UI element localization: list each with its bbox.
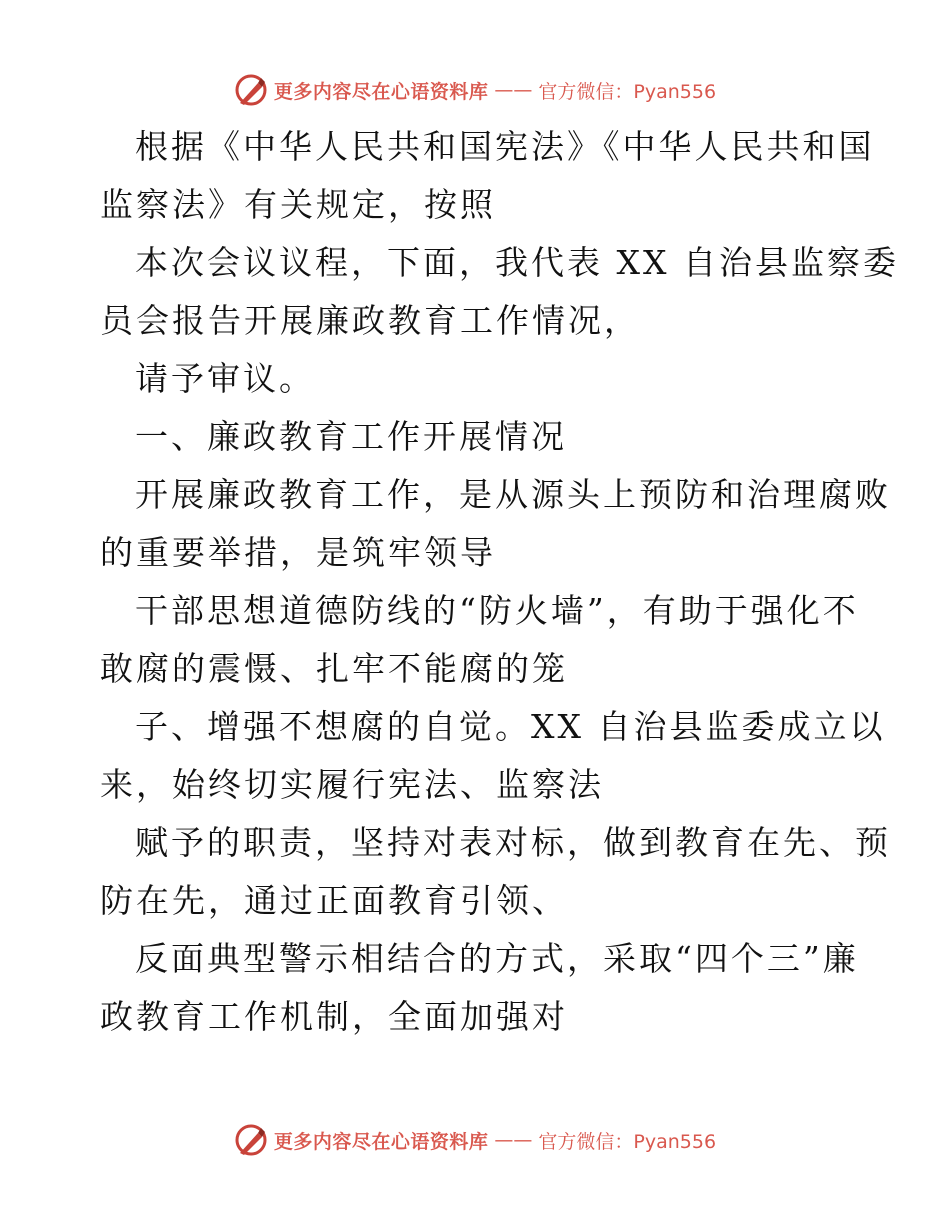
- text-line: 本次会议议程，下面，我代表 XX 自治县监察委: [135, 243, 899, 282]
- document-body: [100, 118, 899, 1046]
- text-line: 来，始终切实履行宪法、监察法: [100, 765, 604, 804]
- text-line: 反面典型警示相结合的方式，采取“四个三”廉: [135, 939, 859, 978]
- watermark-main-text: 更多内容尽在心语资料库: [273, 80, 489, 103]
- pen-logo-icon: [234, 73, 268, 107]
- pen-logo-icon: [234, 1123, 268, 1157]
- watermark-dash: ——: [494, 1129, 533, 1151]
- watermark-dash: ——: [494, 79, 533, 101]
- text-line: 请予审议。: [135, 359, 315, 398]
- watermark-wechat-text: 官方微信：Pyan556: [538, 80, 717, 103]
- text-line: 一、廉政教育工作开展情况: [135, 417, 567, 456]
- text-line: 根据《中华人民共和国宪法》《中华人民共和国: [135, 127, 875, 166]
- text-line: 干部思想道德防线的“防火墙”，有助于强化不: [135, 591, 859, 630]
- text-line: 员会报告开展廉政教育工作情况，: [100, 301, 640, 340]
- footer-watermark: [0, 1120, 950, 1160]
- text-line: 监察法》有关规定，按照: [100, 185, 496, 224]
- text-line: 赋予的职责，坚持对表对标，做到教育在先、预: [135, 823, 891, 862]
- text-line: 子、增强不想腐的自觉。XX 自治县监委成立以: [135, 707, 886, 746]
- text-line: 开展廉政教育工作，是从源头上预防和治理腐败: [135, 475, 891, 514]
- text-line: 防在先，通过正面教育引领、: [100, 881, 568, 920]
- text-line: 敢腐的震慑、扎牢不能腐的笼: [100, 649, 568, 688]
- text-line: 政教育工作机制，全面加强对: [100, 997, 568, 1036]
- watermark-wechat-text: 官方微信：Pyan556: [538, 1130, 717, 1153]
- watermark-main-text: 更多内容尽在心语资料库: [273, 1130, 489, 1153]
- text-line: 的重要举措，是筑牢领导: [100, 533, 496, 572]
- header-watermark: [0, 70, 950, 110]
